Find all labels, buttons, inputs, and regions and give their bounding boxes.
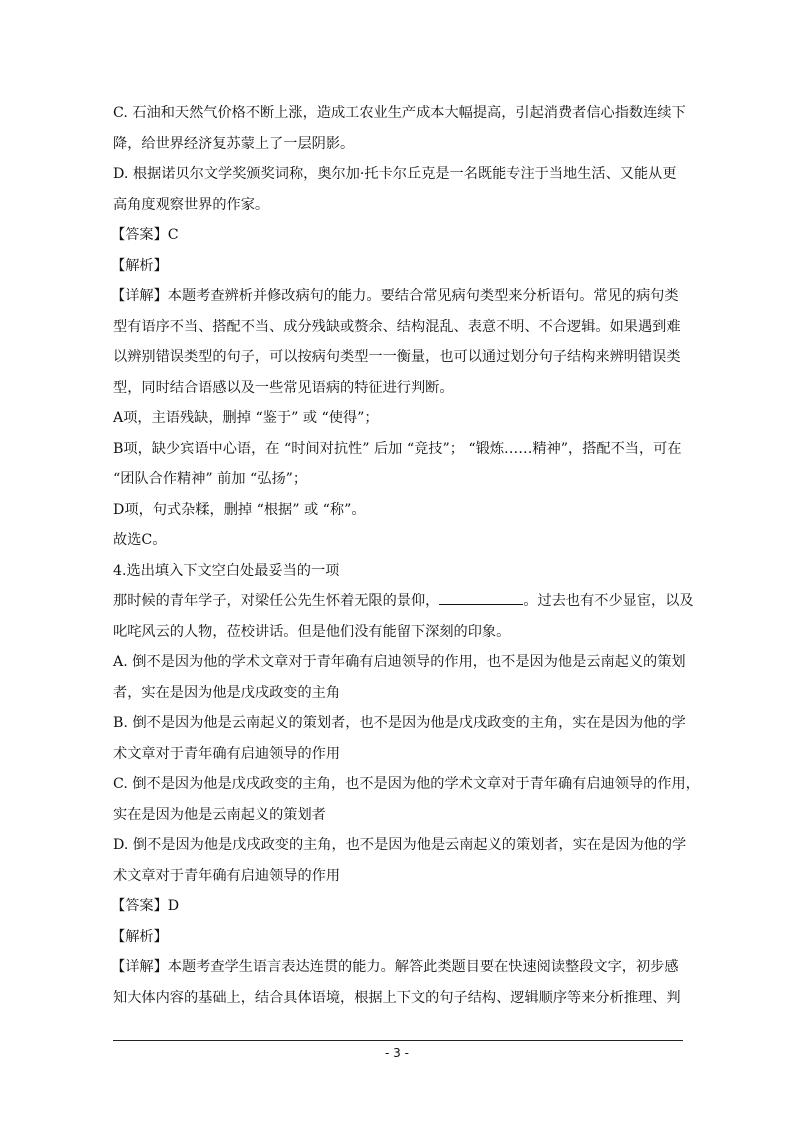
- answer-label: 【答案】C: [111, 227, 179, 243]
- detail-paragraph-2-line-1: 【详解】本题考查学生语言表达连贯的能力。解答此类题目要在快速阅读整段文字，初步感: [111, 959, 679, 975]
- item-b-line-1: B项，缺少宾语中心语，在 “时间对抗性” 后加 “竞技”； “锻炼……精神”，搭配不当，可在: [113, 440, 682, 457]
- q4-option-c-line-1: C. 倒不是因为他是戊戌政变的主角，也不是因为他的学术文章对于青年确有启迪领导的作用，: [113, 776, 700, 792]
- q4-option-b-line-1: B. 倒不是因为他是云南起义的策划者，也不是因为他是戊戌政变的主角，实在是因为他的学: [113, 715, 686, 731]
- question-4-text-start: 那时候的青年学子，对梁任公先生怀着无限的景仰，: [113, 593, 440, 609]
- question-4-title: 4.选出填入下文空白处最妥当的一项: [113, 562, 340, 579]
- detail-paragraph-line-4: 型，同时结合语感以及一些常见语病的特征进行判断。: [113, 379, 454, 396]
- answer-blank: [439, 591, 523, 605]
- detail-paragraph-line-1: 【详解】本题考查辨析并修改病句的能力。要结合常见病句类型来分析语句。常见的病句类: [111, 288, 679, 304]
- conclusion: 故选C。: [113, 532, 167, 548]
- detail-paragraph-line-2: 型有语序不当、搭配不当、成分残缺或赘余、结构混乱、表意不明、不合逻辑。如果遇到难: [113, 318, 681, 335]
- analysis-label: 【解析】: [111, 257, 168, 274]
- answer-label-2: 【答案】D: [111, 898, 180, 914]
- q4-option-a-line-2: 者，实在是因为他是戊戌政变的主角: [113, 684, 341, 701]
- q4-option-d-line-1: D. 倒不是因为他是戊戌政变的主角，也不是因为他是云南起义的策划者，实在是因为他的学: [113, 837, 687, 853]
- option-d-line-2: 高角度观察世界的作家。: [113, 196, 270, 213]
- option-c-line-2: 降，给世界经济复苏蒙上了一层阴影。: [113, 135, 355, 152]
- q4-option-c-line-2: 实在是因为他是云南起义的策划者: [113, 806, 326, 823]
- footer-divider: [113, 1040, 683, 1041]
- q4-option-b-line-2: 术文章对于青年确有启迪领导的作用: [113, 745, 341, 762]
- detail-paragraph-2-line-2: 知大体内容的基础上，结合具体语境，根据上下文的句子结构、逻辑顺序等来分析推理、判: [113, 989, 681, 1006]
- item-d: D项，句式杂糅，删掉 “根据” 或 “称”。: [113, 501, 366, 518]
- question-4-text-line-1: [113, 586, 694, 617]
- q4-option-a-line-1: A. 倒不是因为他的学术文章对于青年确有启迪领导的作用，也不是因为他是云南起义的策划: [113, 654, 686, 670]
- q4-option-d-line-2: 术文章对于青年确有启迪领导的作用: [113, 867, 341, 884]
- item-a: A项，主语残缺，删掉 “鉴于” 或 “使得”；: [113, 410, 379, 426]
- item-b-line-2: “团队合作精神” 前加 “弘扬”；: [113, 471, 308, 487]
- analysis-label-2: 【解析】: [111, 928, 168, 945]
- page-number: - 3 -: [385, 1046, 409, 1060]
- document-body: [111, 98, 700, 1013]
- option-d-line-1: D. 根据诺贝尔文学奖颁奖词称，奥尔加·托卡尔丘克是一名既能专注于当地生活、又能从更: [113, 166, 677, 182]
- detail-paragraph-line-3: 以辨别错误类型的句子，可以按病句类型一一衡量，也可以通过划分句子结构来辨明错误类: [113, 349, 681, 365]
- question-4-text-line-2: 叱咤风云的人物，莅校讲话。但是他们没有能留下深刻的印象。: [113, 623, 511, 640]
- question-4-text-end: 。过去也有不少显宦，以及: [523, 593, 694, 609]
- option-c-line-1: C. 石油和天然气价格不断上涨，造成工农业生产成本大幅提高，引起消费者信心指数连续下: [113, 105, 686, 121]
